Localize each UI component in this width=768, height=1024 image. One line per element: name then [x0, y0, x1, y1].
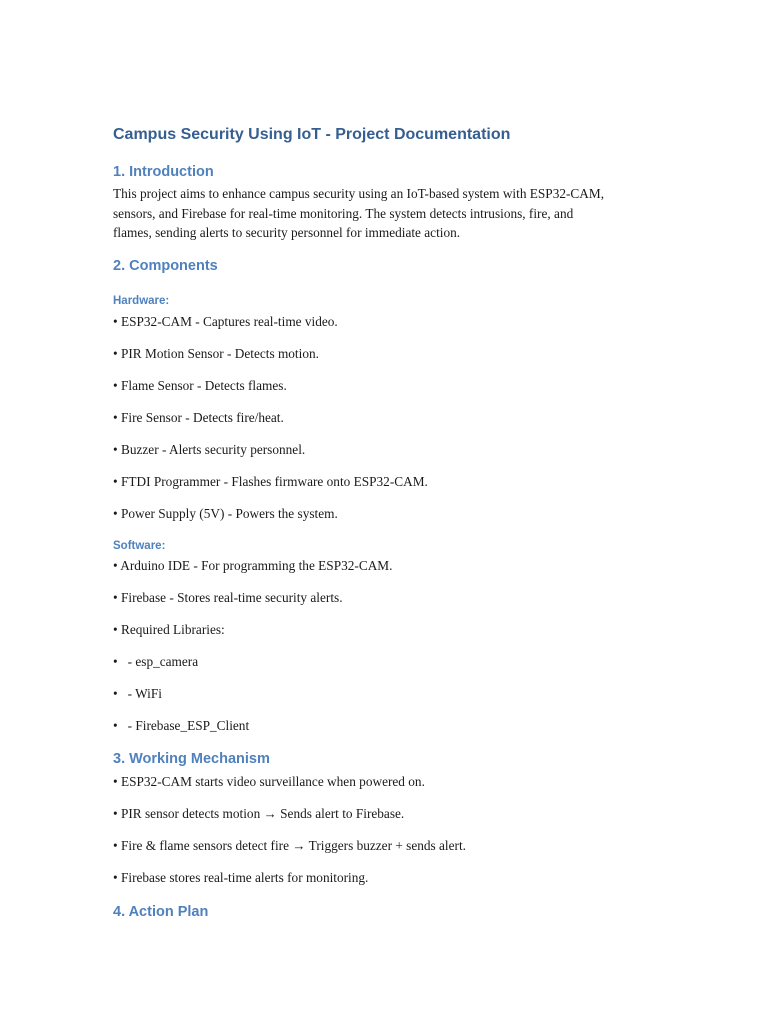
subheading-software: Software: [113, 540, 166, 552]
intro-line: sensors, and Firebase for real-time monitoring. The system detects intrusions, fire, and [113, 205, 574, 221]
heading-action-plan: 4. Action Plan [113, 904, 209, 920]
list-item: • Buzzer - Alerts security personnel. [113, 442, 306, 457]
intro-line: flames, sending alerts to security personnel for immediate action. [113, 225, 461, 240]
list-item: • - WiFi [113, 686, 162, 701]
list-item: • - esp_camera [113, 654, 199, 669]
list-item: • ESP32-CAM - Captures real-time video. [113, 314, 338, 329]
list-item: • Fire & flame sensors detect fire → Triggers buzzer + sends alert. [113, 838, 466, 853]
list-item: • Flame Sensor - Detects flames. [113, 378, 287, 393]
introduction-paragraph [113, 184, 604, 243]
subheading-hardware: Hardware: [113, 295, 170, 307]
heading-introduction: 1. Introduction [113, 164, 214, 180]
list-item: • FTDI Programmer - Flashes firmware onto ESP32-CAM. [113, 474, 428, 489]
list-item: • Power Supply (5V) - Powers the system. [113, 506, 338, 521]
list-item: • - Firebase_ESP_Client [113, 718, 250, 733]
document-title: Campus Security Using IoT - Project Documentation [113, 126, 511, 143]
heading-components: 2. Components [113, 258, 218, 274]
list-item: • Fire Sensor - Detects fire/heat. [113, 410, 284, 425]
list-item: • Firebase stores real-time alerts for monitoring. [113, 870, 369, 885]
list-item: • PIR Motion Sensor - Detects motion. [113, 346, 319, 361]
list-item: • Firebase - Stores real-time security alerts. [113, 590, 343, 605]
heading-working-mechanism: 3. Working Mechanism [113, 751, 270, 767]
list-item: • Required Libraries: [113, 622, 225, 637]
list-item: • PIR sensor detects motion → Sends alert to Firebase. [113, 806, 405, 821]
list-item: • ESP32-CAM starts video surveillance when powered on. [113, 774, 425, 789]
intro-line: This project aims to enhance campus security using an IoT-based system with ESP32-CAM, [113, 186, 605, 201]
list-item: • Arduino IDE - For programming the ESP32-CAM. [113, 558, 393, 573]
